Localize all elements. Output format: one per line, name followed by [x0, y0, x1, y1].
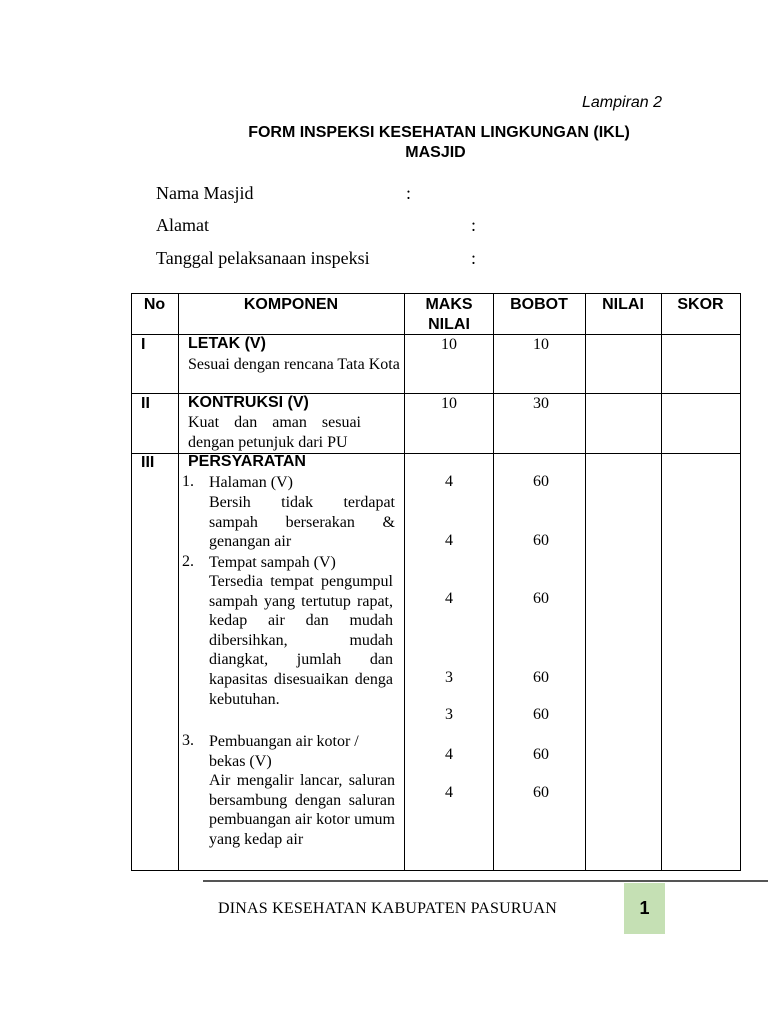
table-col-divider: [404, 293, 405, 871]
attachment-label: Lampiran 2: [582, 94, 663, 111]
footer-divider: [203, 880, 768, 882]
header-maks-nilai: MAKS NILAI: [425, 296, 473, 333]
bobot-value: 60: [533, 532, 549, 549]
row-number: III: [141, 454, 155, 471]
maks-value: 4: [445, 746, 453, 763]
field-label-nama-masjid: Nama Masjid: [156, 183, 254, 203]
maks-value: 4: [445, 473, 453, 490]
table-col-divider: [585, 293, 586, 871]
item-number: 2.: [182, 553, 194, 570]
item-description: Tersedia tempat pengumpul sampah yang tertutup rapat, kedap air dan mudah dibersihkan, mudah diangkat, jumlah dan kapasitas disesuaikan denga kebutuhan.: [209, 573, 393, 708]
section-description: Kuat dan aman sesuai dengan petunjuk dari PU: [188, 414, 361, 451]
form-title: FORM INSPEKSI KESEHATAN LINGKUNGAN (IKL): [248, 124, 630, 141]
maks-value: 3: [445, 706, 453, 723]
field-colon-tanggal: :: [471, 248, 477, 268]
bobot-value: 60: [533, 706, 549, 723]
section-title: LETAK (V): [188, 335, 266, 352]
inspection-table: [131, 293, 741, 871]
row-number: I: [141, 336, 146, 353]
bobot-value: 60: [533, 473, 549, 490]
bobot-value: 60: [533, 784, 549, 801]
maks-value: 3: [445, 669, 453, 686]
table-col-divider: [493, 293, 494, 871]
field-colon-nama-masjid: :: [406, 183, 412, 203]
item-title: Pembuangan air kotor / bekas (V): [209, 733, 359, 770]
form-subtitle: MASJID: [405, 144, 466, 161]
item-number: 3.: [182, 732, 194, 749]
maks-value: 10: [441, 336, 457, 353]
row-number: II: [141, 395, 150, 412]
header-komponen: KOMPONEN: [243, 296, 339, 313]
field-label-alamat: Alamat: [156, 215, 209, 235]
table-border-top: [131, 293, 741, 294]
maks-value: 4: [445, 532, 453, 549]
bobot-value: 60: [533, 590, 549, 607]
table-col-divider: [131, 293, 132, 871]
section-title: PERSYARATAN: [188, 453, 306, 470]
field-colon-alamat: :: [471, 215, 477, 235]
maks-value: 4: [445, 784, 453, 801]
item-title: Halaman (V): [209, 474, 293, 491]
table-border-bottom: [131, 870, 741, 871]
table-col-divider: [178, 293, 179, 871]
footer-agency: DINAS KESEHATAN KABUPATEN PASURUAN: [218, 900, 558, 917]
maks-value: 4: [445, 590, 453, 607]
bobot-value: 30: [533, 395, 549, 412]
bobot-value: 10: [533, 336, 549, 353]
item-description: Bersih tidak terdapat sampah berserakan & genangan air: [209, 494, 395, 551]
header-no: No: [143, 296, 166, 313]
field-label-tanggal: Tanggal pelaksanaan inspeksi: [156, 248, 370, 268]
item-description: Air mengalir lancar, saluran bersambung dengan saluran pembuangan air kotor umum yang kedap air: [209, 772, 395, 848]
header-skor: SKOR: [677, 296, 724, 313]
bobot-value: 60: [533, 669, 549, 686]
bobot-value: 60: [533, 746, 549, 763]
maks-value: 10: [441, 395, 457, 412]
item-number: 1.: [182, 473, 194, 490]
header-nilai: NILAI: [602, 296, 644, 313]
header-bobot: BOBOT: [510, 296, 568, 313]
table-col-divider: [661, 293, 662, 871]
table-col-divider: [740, 293, 741, 871]
section-title: KONTRUKSI (V): [188, 394, 309, 411]
page-number: 1: [624, 883, 665, 934]
item-title: Tempat sampah (V): [209, 554, 336, 571]
section-description: Sesuai dengan rencana Tata Kota: [188, 356, 400, 373]
